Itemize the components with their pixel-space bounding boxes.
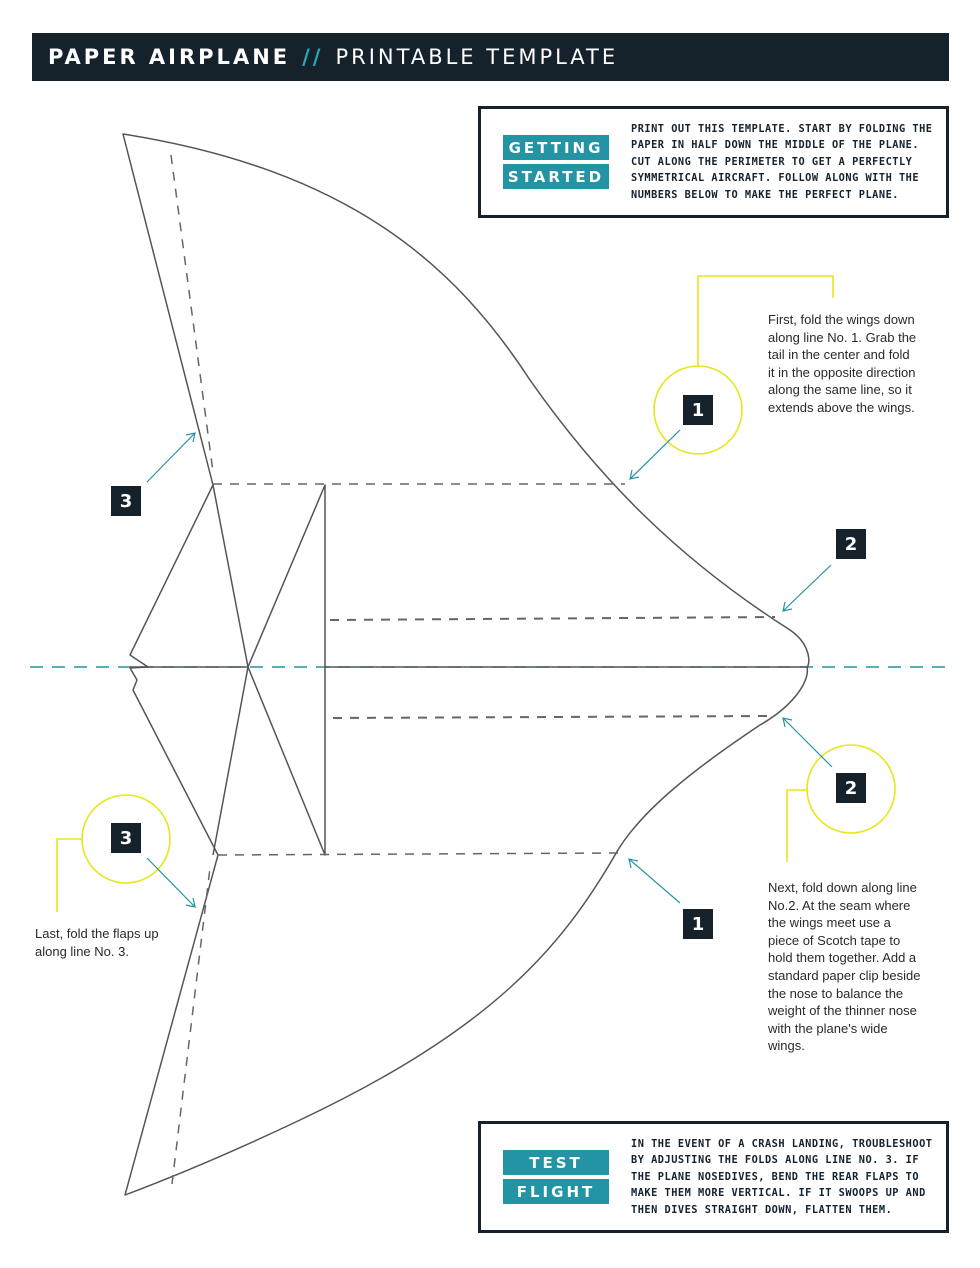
step-3-marker-bottom: 3: [111, 823, 141, 853]
fold-lines: [171, 155, 775, 1184]
arrow-2-bottom: [783, 718, 832, 767]
test-flight-badge-line1: TEST: [503, 1150, 609, 1175]
test-flight-badge-line2: FLIGHT: [503, 1179, 609, 1204]
callout-line-step3: [57, 839, 82, 912]
step-1-note: First, fold the wings down along line No. 1. Grab the tail in the center and fold it in the opposite direction along the same line, so it extends above the wings.: [768, 312, 917, 415]
step-3-marker-top: 3: [111, 486, 141, 516]
step-2-note: Next, fold down along line No.2. At the seam where the wings meet use a piece of Scotch tape to hold them together. Add a standard paper clip beside the nose to balance the weight of the thinner nose with the plane's wide wings.: [768, 880, 921, 1054]
fold-line-3-bottom: [172, 868, 210, 1184]
step-2-marker-bottom: 2: [836, 773, 866, 803]
fold-line-3-top: [171, 155, 213, 472]
getting-started-text: PRINT OUT THIS TEMPLATE. START BY FOLDING THE PAPER IN HALF DOWN THE MIDDLE OF THE PLANE. CUT ALONG THE PERIMETER TO GET A PERFECTLY SYMMETRICAL AIRCRAFT. FOLLOW ALONG WITH THE NUMBERS BELOW TO MAKE THE PERFECT PLANE.: [631, 122, 933, 201]
arrow-3-bottom: [147, 858, 195, 907]
header-separator: //: [302, 45, 324, 69]
fold-line-2-bottom: [333, 716, 770, 718]
arrows: [147, 430, 832, 907]
test-flight-text: IN THE EVENT OF A CRASH LANDING, TROUBLESHOOT BY ADJUSTING THE FOLDS ALONG LINE NO. 3. IF THE PLANE NOSEDIVES, BEND THE REAR FLAPS TO MAKE THEM MORE VERTICAL. IF IT SWOOPS UP AND THEN DIVES STRAIGHT DOWN, FLATTEN THEM.: [631, 1137, 933, 1216]
step-1-marker-bottom: 1: [683, 909, 713, 939]
getting-started-badge-line1: GETTING: [503, 135, 609, 160]
getting-started-badge-line2: STARTED: [503, 164, 609, 189]
fold-line-2-top: [330, 617, 775, 620]
step-3-note: Last, fold the flaps up along line No. 3.: [35, 926, 159, 959]
step-2-marker-top: 2: [836, 529, 866, 559]
header-title-light: PRINTABLE TEMPLATE: [335, 45, 619, 69]
callout-line-step2: [787, 790, 808, 862]
arrow-2-top: [783, 565, 831, 611]
arrow-3-top: [147, 433, 195, 482]
fold-line-1-bottom: [218, 853, 620, 855]
plane-outline: [123, 134, 809, 1195]
arrow-1-top: [630, 430, 680, 479]
arrow-1-bottom: [629, 859, 680, 903]
step-1-marker-top: 1: [683, 395, 713, 425]
header-title-bold: PAPER AIRPLANE: [48, 45, 291, 69]
